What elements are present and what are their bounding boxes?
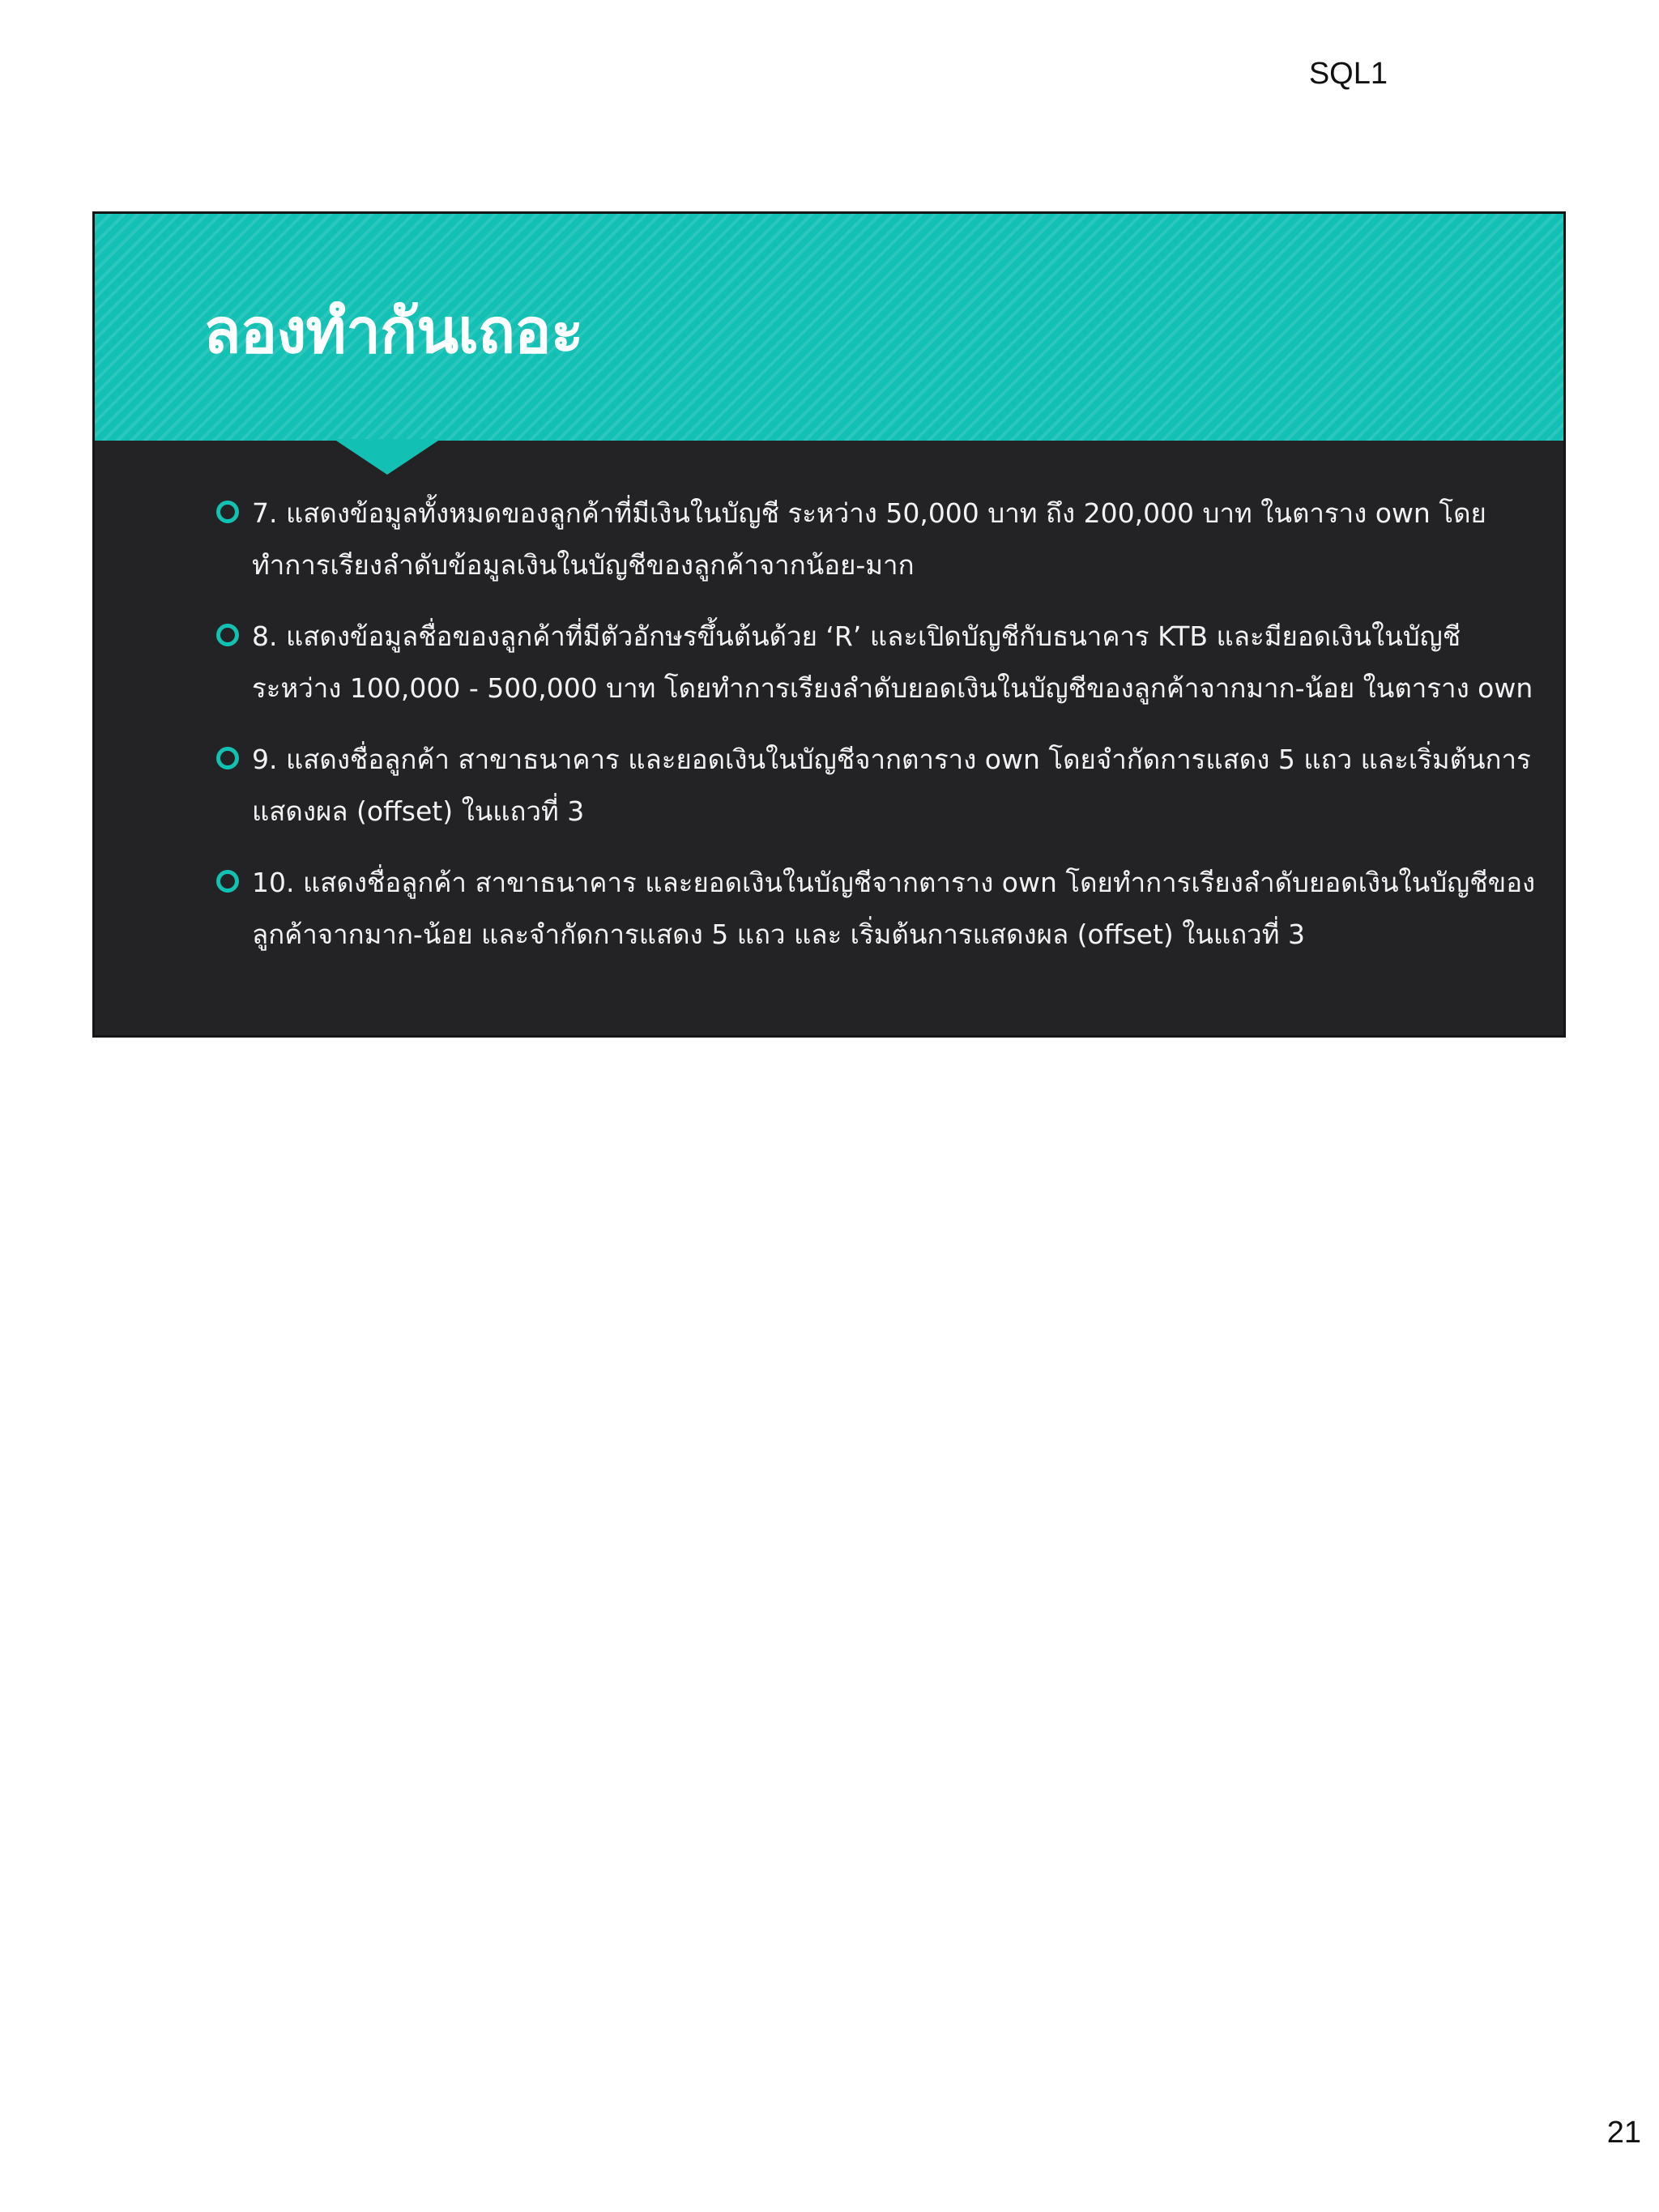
page-header-label: SQL1 <box>1308 57 1388 91</box>
bullet-item <box>216 488 1545 591</box>
page-number: 21 <box>1606 2116 1641 2150</box>
slide <box>92 211 1566 1038</box>
circle-bullet-icon <box>216 501 239 523</box>
bullet-list <box>216 488 1545 980</box>
bullet-item <box>216 857 1545 961</box>
circle-bullet-icon <box>216 624 239 646</box>
circle-bullet-icon <box>216 747 239 769</box>
bullet-item <box>216 611 1545 714</box>
bullet-text: 10. แสดงชื่อลูกค้า สาขาธนาคาร และยอดเงินในบัญชีจากตาราง own โดยทำการเรียงลำดับยอดเงินในบัญชีของลูกค้าจากมาก-น้อย และจำกัดการแสดง 5 แถว และ เริ่มต้นการแสดงผล (offset) ในแถวที่ 3 <box>252 867 1536 950</box>
slide-title: ลองทำกันเถอะ <box>203 295 583 367</box>
bullet-item <box>216 734 1545 837</box>
bullet-text: 9. แสดงชื่อลูกค้า สาขาธนาคาร และยอดเงินในบัญชีจากตาราง own โดยจำกัดการแสดง 5 แถว และเริ่มต้นการแสดงผล (offset) ในแถวที่ 3 <box>252 744 1531 827</box>
title-band-pointer <box>334 439 441 475</box>
bullet-text: 8. แสดงข้อมูลชื่อของลูกค้าที่มีตัวอักษรขึ้นต้นด้วย ‘R’ และเปิดบัญชีกับธนาคาร KTB และมียอดเงินในบัญชี ระหว่าง 100,000 - 500,000 บาท โดยทำการเรียงลำดับยอดเงินในบัญชีของลูกค้าจากมาก-น้อย ในตาราง own <box>252 620 1533 704</box>
circle-bullet-icon <box>216 870 239 893</box>
bullet-text: 7. แสดงข้อมูลทั้งหมดของลูกค้าที่มีเงินในบัญชี ระหว่าง 50,000 บาท ถึง 200,000 บาท ในตาราง own โดยทำการเรียงลำดับข้อมูลเงินในบัญชีของลูกค้าจากน้อย-มาก <box>252 497 1486 581</box>
